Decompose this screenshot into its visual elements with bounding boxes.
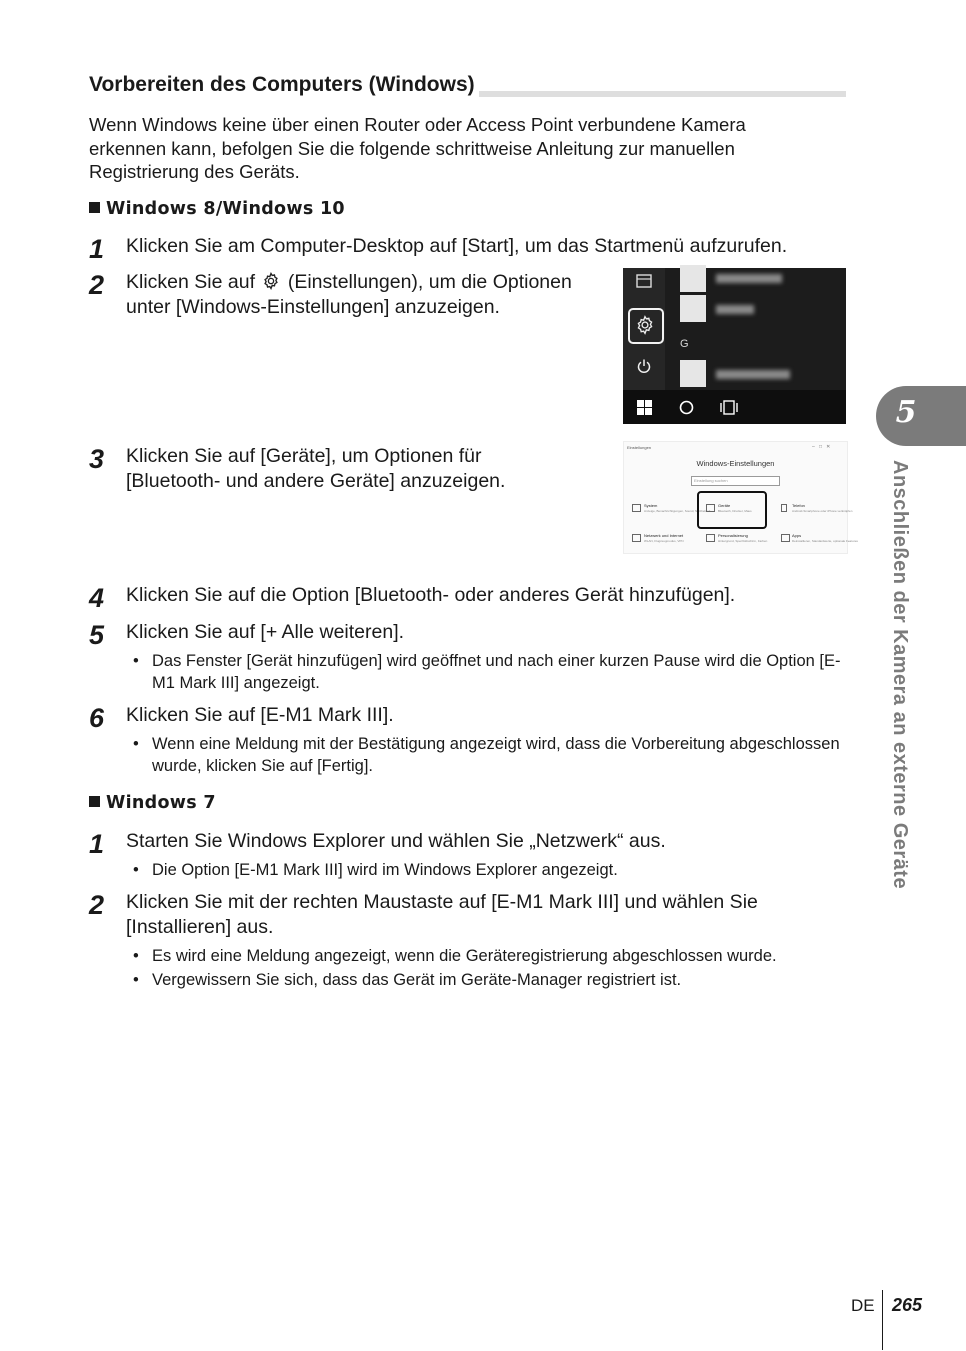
bullet-item: • Das Fenster [Gerät hinzufügen] wird geöffnet und nach einer kurzen Pause wird die Option [E-M1 Mark III] angezeigt. bbox=[133, 652, 841, 692]
step-number: 5 bbox=[89, 620, 105, 650]
settings-item-label[interactable]: System bbox=[644, 503, 658, 508]
gear-icon bbox=[262, 272, 280, 290]
step-number: 1 bbox=[89, 829, 105, 859]
start-menu-screenshot bbox=[623, 268, 846, 424]
settings-window-screenshot bbox=[623, 441, 858, 554]
intro-paragraph: Wenn Windows keine über einen Router oder Access Point verbundene Kamera erkennen kann, befolgen Sie die folgende schrittweise Anleitung zur manuellen Registrierung des Geräts. bbox=[89, 114, 746, 182]
step-text: Klicken Sie auf die Option [Bluetooth- oder anderes Gerät hinzufügen]. bbox=[126, 584, 736, 606]
letter-header: G bbox=[680, 338, 689, 350]
page-title: Vorbereiten des Computers (Windows) bbox=[89, 73, 479, 97]
step-text: Klicken Sie mit der rechten Maustaste auf [E-M1 Mark III] und wählen Sie [Installieren] aus. bbox=[126, 891, 758, 938]
taskbar bbox=[623, 390, 846, 424]
gear-icon[interactable] bbox=[635, 315, 655, 335]
app-name-blurred bbox=[716, 305, 754, 314]
settings-search-input[interactable]: Einstellung suchen bbox=[691, 476, 780, 486]
subheading-windows-10: Windows 8/Windows 10 bbox=[89, 199, 345, 219]
footer-divider bbox=[882, 1290, 883, 1350]
settings-item-desc: Android-Smartphone oder iPhone verknüpfen bbox=[792, 509, 853, 513]
app-tile[interactable] bbox=[680, 265, 706, 292]
step-number: 1 bbox=[89, 234, 105, 264]
step-number: 6 bbox=[89, 703, 105, 733]
settings-item-label[interactable]: Geräte bbox=[718, 503, 731, 508]
app-name-blurred bbox=[716, 274, 782, 283]
subheading-windows-7: Windows 7 bbox=[89, 793, 216, 813]
task-view-icon[interactable] bbox=[720, 400, 738, 415]
chapter-title: Anschließen der Kamera an externe Geräte bbox=[889, 460, 911, 890]
system-icon bbox=[632, 504, 641, 512]
settings-heading: Windows-Einstellungen bbox=[696, 459, 775, 468]
square-bullet-icon bbox=[89, 202, 100, 213]
app-tile[interactable] bbox=[680, 295, 706, 322]
apps-icon bbox=[781, 534, 790, 542]
page-number: 265 bbox=[892, 1295, 923, 1315]
bullet-item: • Wenn eine Meldung mit der Bestätigung angezeigt wird, dass die Vorbereitung abgeschlossen wurde, klicken Sie auf [Fertig]. bbox=[133, 735, 840, 775]
window-title: Einstellungen bbox=[627, 445, 652, 450]
settings-item-desc: Hintergrund, Sperrbildschirm, Farben bbox=[718, 539, 768, 543]
phone-icon bbox=[781, 504, 787, 512]
settings-item-desc: Anzeige, Benachrichtigungen, Sound, Netzbetrieb bbox=[644, 509, 711, 513]
step-number: 4 bbox=[89, 583, 105, 613]
network-icon bbox=[632, 534, 641, 542]
step-number: 3 bbox=[89, 444, 105, 474]
step-text: Klicken Sie auf [E-M1 Mark III]. bbox=[126, 704, 394, 726]
step-text: Klicken Sie auf [+ Alle weiteren]. bbox=[126, 621, 405, 643]
window-controls[interactable]: – □ ✕ bbox=[812, 444, 831, 450]
step-number: 2 bbox=[89, 270, 105, 300]
chapter-number: 5 bbox=[895, 395, 917, 430]
personalization-icon bbox=[706, 534, 715, 542]
step-number: 2 bbox=[89, 890, 105, 920]
power-icon[interactable] bbox=[636, 358, 652, 374]
step-text: Starten Sie Windows Explorer und wählen Sie „Netzwerk“ aus. bbox=[126, 830, 666, 852]
settings-item-label[interactable]: Netzwerk und Internet bbox=[644, 533, 684, 538]
app-tile[interactable] bbox=[680, 360, 706, 387]
bullet-item: • Vergewissern Sie sich, dass das Gerät im Geräte-Manager registriert ist. bbox=[133, 971, 682, 989]
app-name-blurred bbox=[716, 370, 790, 379]
settings-item-desc: Bluetooth, Drucker, Maus bbox=[718, 509, 752, 513]
bullet-item: • Die Option [E-M1 Mark III] wird im Windows Explorer angezeigt. bbox=[133, 861, 618, 879]
bullet-item: • Es wird eine Meldung angezeigt, wenn die Geräteregistrierung abgeschlossen wurde. bbox=[133, 947, 777, 965]
step-text: Klicken Sie am Computer-Desktop auf [Start], um das Startmenü aufzurufen. bbox=[126, 235, 788, 257]
windows-logo-icon[interactable] bbox=[637, 400, 652, 415]
settings-item-desc: WLAN, Flugzeugmodus, VPN bbox=[644, 539, 684, 543]
step-text: Klicken Sie auf (Einstellungen), um die Optionen unter [Windows-Einstellungen] anzuzeigen. bbox=[126, 271, 572, 318]
step-text: Klicken Sie auf [Geräte], um Optionen für [Bluetooth- und andere Geräte] anzuzeigen. bbox=[126, 445, 506, 492]
footer-language: DE bbox=[851, 1296, 875, 1315]
document-icon bbox=[636, 274, 652, 288]
settings-item-label[interactable]: Personalisierung bbox=[718, 533, 748, 538]
settings-item-label[interactable]: Telefon bbox=[792, 503, 805, 508]
devices-highlight[interactable] bbox=[697, 491, 767, 529]
settings-item-label[interactable]: Apps bbox=[792, 533, 802, 538]
cortana-icon[interactable] bbox=[679, 400, 694, 415]
square-bullet-icon bbox=[89, 796, 100, 807]
settings-item-desc: Deinstallieren, Standardwerte, optionale Features bbox=[792, 539, 858, 543]
